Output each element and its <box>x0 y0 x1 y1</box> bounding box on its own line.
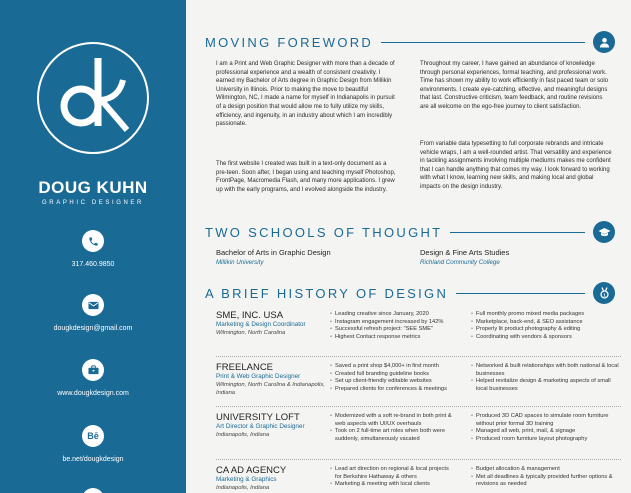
job-company: UNIVERSITY LOFT <box>216 412 300 423</box>
job-highlights-col2 <box>471 363 621 393</box>
section-header-foreword <box>205 31 615 53</box>
extra-contact-icon <box>82 488 104 493</box>
foreword-col2-p1: Throughout my career, I have gained an abundance of knowledge through personal experiences, formal teaching, and professional work. Time has shown my ability to work efficiently in fast paced team or solo environments. I create eye-catching, effective, and meaningful designs that last. Constructive criticism, team feedback, and routine revisions are all welcome on the ego-free journey to client satisfaction. <box>420 61 609 110</box>
list-item: • Set up client-friendly editable websites <box>330 378 455 386</box>
briefcase-icon <box>82 359 104 381</box>
person-name: DOUG KUHN <box>38 178 148 197</box>
job-divider <box>216 459 621 460</box>
list-item: • Created full branding guideline books <box>330 371 455 379</box>
job-company: FREELANCE <box>216 362 274 373</box>
job-location: Wilmington, North Carolina <box>216 330 286 336</box>
list-item: • Properly lit product photography & editing <box>471 326 621 334</box>
list-item: • Marketing & meeting with local clients <box>330 481 455 489</box>
job-divider <box>216 356 621 357</box>
education-degree: Bachelor of Arts in Graphic Design <box>216 248 331 257</box>
section-divider <box>381 42 585 43</box>
contact-email[interactable] <box>0 294 186 332</box>
phone-icon <box>82 230 104 252</box>
contact-phone[interactable] <box>0 230 186 268</box>
dk-logo-mark <box>39 44 147 152</box>
contact-extra[interactable] <box>0 488 186 493</box>
main-content <box>186 0 631 493</box>
list-item: • Took on 2 full-time art roles when both were suddenly, simultaneously vacated <box>330 428 455 443</box>
list-item: • Produced 3D CAD spaces to simulate room furniture without prior formal 3D training <box>471 413 621 428</box>
dk-logo <box>37 42 149 154</box>
job-highlights-col2 <box>471 466 621 489</box>
job-role: Art Director & Graphic Designer <box>216 423 305 430</box>
list-item: • Networked & built relationships with both national & local businesses <box>471 363 621 378</box>
mail-icon <box>82 294 104 316</box>
email-text: dougkdesign@gmail.com <box>53 325 133 332</box>
list-item: • Instagram engagement increased by 142% <box>330 319 455 327</box>
list-item: • Leading creative since January, 2020 <box>330 311 455 319</box>
list-item: • Lead art direction on regional & local projects for Berkshire Hathaway & others <box>330 466 455 481</box>
svg-text:1: 1 <box>602 292 606 298</box>
list-item: • Coordinating with vendors & sponsors <box>471 334 621 342</box>
list-item: • Modernized with a soft re-brand in both print & web aspects with UI/UX overhauls <box>330 413 455 428</box>
list-item: • Saved a print shop $4,000+ in first month <box>330 363 455 371</box>
job-highlights-col1 <box>330 466 455 489</box>
job-location: Wilmington, North Carolina & Indianapolis, Indiana <box>216 382 325 396</box>
job-highlights-col1 <box>330 363 455 393</box>
list-item: • Produced room furniture layout photography <box>471 436 621 444</box>
phone-text: 317.460.9850 <box>71 261 115 268</box>
section-header-schools <box>205 221 615 243</box>
contact-behance[interactable] <box>0 425 186 463</box>
education-degree: Design & Fine Arts Studies <box>420 248 510 257</box>
behance-icon: Bē <box>82 425 104 447</box>
list-item: • Helped revitalize design & marketing aspects of small local businesses <box>471 378 621 393</box>
job-location: Indianapolis, Indiana <box>216 485 270 491</box>
section-header-history <box>205 282 615 304</box>
education-school: Richland Community College <box>420 259 500 266</box>
list-item: • Successful refresh project: "SEE SME" <box>330 326 455 334</box>
section-divider <box>456 293 585 294</box>
graduation-cap-icon <box>593 221 615 243</box>
foreword-col2-p2: From variable data typesetting to full corporate rebrands and intricate vehicle wraps, I am a well-rounded artist. That versatility and experience in tackling assignments involving multiple mediums makes me confident that I can handle anything that comes my way. I look forward to working with what I know, learning new skills, and making local and global impacts on the design industry. <box>420 141 612 190</box>
job-role: Marketing & Graphics <box>216 476 277 483</box>
section-title-foreword: MOVING FOREWORD <box>205 34 374 50</box>
section-divider <box>450 232 585 233</box>
list-item: • Prepared clients for conferences & meetings <box>330 386 455 394</box>
job-location: Indianapolis, Indiana <box>216 432 270 438</box>
list-item: • Budget allocation & management <box>471 466 621 474</box>
foreword-col1-p2: The first website I created was built in a text-only document as a pre-teen. Soon after, I began using and teaching myself Photoshop, FrontPage, Macromedia Flash, and many more applications. I grew up with the early programs, and I evolved alongside the industry. <box>216 161 396 193</box>
section-title-schools: TWO SCHOOLS OF THOUGHT <box>205 224 443 240</box>
job-role: Print & Web Graphic Designer <box>216 373 301 380</box>
job-company: SME, INC. USA <box>216 310 284 321</box>
list-item: • Full monthly promo mixed media packages <box>471 311 621 319</box>
user-icon <box>593 31 615 53</box>
person-title: GRAPHIC DESIGNER <box>42 200 144 206</box>
job-role: Marketing & Design Coordinator <box>216 321 306 328</box>
sidebar <box>0 0 186 493</box>
website-text: www.dougkdesign.com <box>57 390 129 397</box>
behance-text: be.net/dougkdesign <box>62 456 124 463</box>
job-highlights-col2 <box>471 413 621 443</box>
job-highlights-col1 <box>330 413 455 443</box>
section-title-history: A BRIEF HISTORY OF DESIGN <box>205 285 449 301</box>
award-icon <box>593 282 615 304</box>
list-item: • Highest Contact response metrics <box>330 334 455 342</box>
list-item: • Managed all web, print, mail, & signage <box>471 428 621 436</box>
contact-website[interactable] <box>0 359 186 397</box>
job-company: CA AD AGENCY <box>216 465 287 476</box>
list-item: • Marketplace, back-end, & SEO assistance <box>471 319 621 327</box>
job-highlights-col2 <box>471 311 621 341</box>
education-school: Millikin University <box>216 259 264 266</box>
foreword-col1-p1: I am a Print and Web Graphic Designer with more than a decade of professional experience and a wealth of consistent creativity. I earned my Bachelor of Arts degree in Graphic Design from Millikin University in Illinois. Prior to making the move to beautiful Wilmington, NC, I made a name for myself in Indianapolis in pursuit of a design position that would allow me to fully utilize my skills, efficiency, and ingenuity, in an industry about which I am incredibly passionate. <box>216 61 395 128</box>
job-divider <box>216 406 621 407</box>
list-item: • Met all deadlines & typically provided further options & revisions as needed <box>471 474 621 489</box>
job-highlights-col1 <box>330 311 455 341</box>
